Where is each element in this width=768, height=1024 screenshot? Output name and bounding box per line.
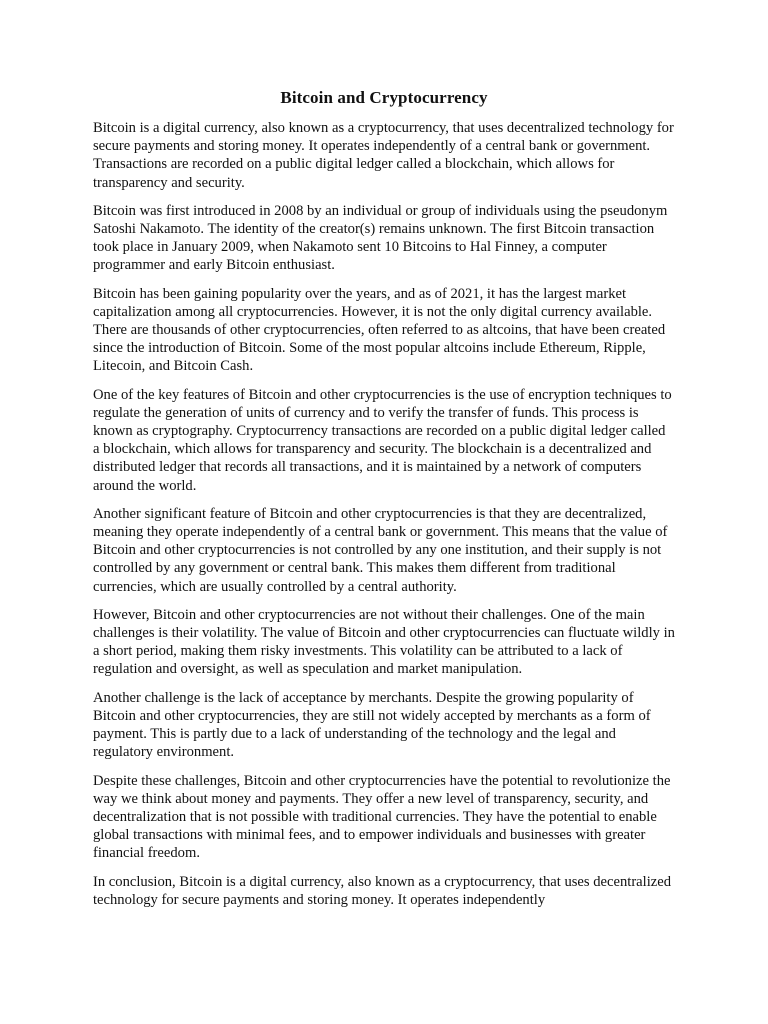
paragraph-conclusion: In conclusion, Bitcoin is a digital currency, also known as a cryptocurrency, that uses decentralized technology for secure payments and storing money. It operates independently: [93, 873, 672, 908]
paragraph-potential: Despite these challenges, Bitcoin and other cryptocurrencies have the potential to revolutionize the way we think about money and payments. They offer a new level of transparency, security, and decentralization that is not possible with traditional currencies. They have the potential to enable global transactions with minimal fees, and to empower individuals and businesses with greater financial freedom.: [93, 772, 671, 862]
paragraph-cryptography: One of the key features of Bitcoin and other cryptocurrencies is the use of encryption techniques to regulate the generation of units of currency and to verify the transfer of funds. This process is known as cryptography. Cryptocurrency transactions are recorded on a public digital ledger called a blockchain, which allows for transparency and security. The blockchain is a decentralized and distributed ledger that records all transactions, and it is maintained by a network of computers around the world.: [93, 386, 672, 494]
paragraph-volatility: However, Bitcoin and other cryptocurrencies are not without their challenges. One of the main challenges is their volatility. The value of Bitcoin and other cryptocurrencies can fluctuate wildly in a short period, making them risky investments. This volatility can be attributed to a lack of regulation and oversight, as well as speculation and market manipulation.: [93, 606, 675, 678]
document-page: [93, 87, 675, 909]
paragraph-popularity: Bitcoin has been gaining popularity over the years, and as of 2021, it has the largest market capitalization among all cryptocurrencies. However, it is not the only digital currency available. There are thousands of other cryptocurrencies, often referred to as altcoins, that have been created since the introduction of Bitcoin. Some of the most popular altcoins include Ethereum, Ripple, Litecoin, and Bitcoin Cash.: [93, 285, 666, 375]
paragraph-decentralization: Another significant feature of Bitcoin and other cryptocurrencies is that they are decentralized, meaning they operate independently of a central bank or government. This means that the value of Bitcoin and other cryptocurrencies is not controlled by any one institution, and their supply is not controlled by any government or central bank. This makes them different from traditional currencies, which are usually controlled by a central authority.: [93, 505, 668, 595]
document-title: Bitcoin and Cryptocurrency: [280, 88, 488, 107]
paragraph-history: Bitcoin was first introduced in 2008 by an individual or group of individuals using the pseudonym Satoshi Nakamoto. The identity of the creator(s) remains unknown. The first Bitcoin transaction took place in January 2009, when Nakamoto sent 10 Bitcoins to Hal Finney, a computer programmer and early Bitcoin enthusiast.: [93, 202, 668, 274]
paragraph-acceptance: Another challenge is the lack of acceptance by merchants. Despite the growing popularity of Bitcoin and other cryptocurrencies, they are still not widely accepted by merchants as a form of payment. This is partly due to a lack of understanding of the technology and the legal and regulatory environment.: [93, 689, 651, 761]
paragraph-introduction: Bitcoin is a digital currency, also known as a cryptocurrency, that uses decentralized technology for secure payments and storing money. It operates independently of a central bank or government. Transactions are recorded on a public digital ledger called a blockchain, which allows for transparency and security.: [93, 120, 674, 191]
